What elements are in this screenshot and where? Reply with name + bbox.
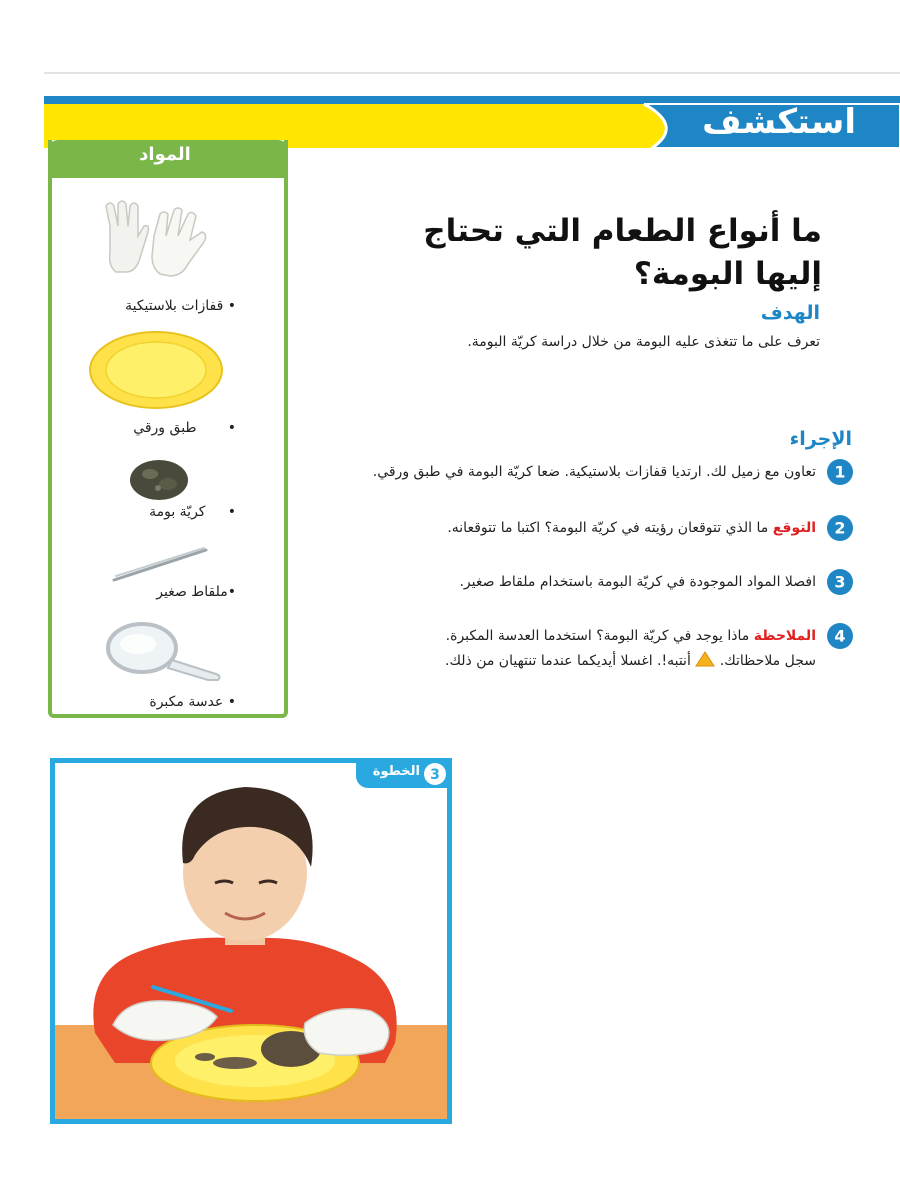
step-body: ماذا يوجد في كريّة البومة؟ استخدما العدسة المكبرة.	[445, 628, 750, 644]
material-item-plate: • طبق ورقي	[133, 420, 236, 436]
material-item-gloves: • قفازات بلاستيكية	[125, 298, 236, 314]
step-body: ما الذي تتوقعان رؤيته في كريّة البومة؟ اكتبا ما تتوقعانه.	[447, 520, 769, 536]
procedure-step-2	[344, 514, 854, 544]
procedure-heading: الإجراء	[789, 428, 852, 450]
svg-text:1: 1	[834, 462, 846, 482]
procedure-step-1	[344, 458, 854, 514]
svg-text:4: 4	[834, 626, 846, 646]
step-number-badge	[826, 568, 854, 596]
step-number-badge	[826, 458, 854, 486]
top-divider	[44, 72, 900, 74]
page-title	[392, 210, 822, 296]
material-item-tweezers: •ملقاط صغير	[156, 584, 236, 600]
procedure-step-3	[344, 568, 854, 598]
gloves-icon	[96, 196, 216, 288]
tweezers-icon	[112, 546, 208, 582]
material-label: عدسة مكبرة	[149, 694, 224, 710]
step-text	[346, 516, 816, 541]
step-3-photo	[50, 758, 452, 1124]
owl-pellet-icon	[128, 458, 190, 502]
step-keyword: التوقع	[772, 520, 816, 536]
title-line-1: ما أنواع الطعام التي تحتاج	[423, 213, 822, 249]
svg-text:3: 3	[834, 572, 846, 592]
step-badge-number	[423, 762, 447, 786]
material-item-pellet: • كريّة بومة	[149, 504, 236, 520]
goal-heading: الهدف	[760, 302, 820, 324]
material-label: كريّة بومة	[149, 504, 206, 520]
step-text: تعاون مع زميل لك. ارتديا قفازات بلاستيكية. ضعا كريّة البومة في طبق ورقي.	[372, 464, 816, 480]
step-keyword: الملاحظة	[753, 628, 816, 644]
svg-text:2: 2	[834, 518, 846, 538]
caution-icon	[695, 651, 715, 667]
banner-title: استكشف	[702, 102, 856, 142]
step-body-line2: سجل ملاحظاتك.	[719, 653, 816, 669]
step-number-badge	[826, 622, 854, 650]
svg-text:3: 3	[430, 767, 440, 783]
magnifier-icon	[104, 620, 224, 682]
step-number-badge	[826, 514, 854, 542]
title-line-2: إليها البومة؟	[633, 256, 822, 292]
material-label: ملقاط صغير	[156, 584, 228, 600]
step-badge-label: الخطوة	[372, 764, 420, 779]
goal-text: تعرف على ما تتغذى عليه البومة من خلال دراسة كريّة البومة.	[467, 334, 820, 350]
material-label: طبق ورقي	[133, 420, 197, 436]
material-item-magnifier: • عدسة مكبرة	[149, 694, 236, 710]
step-text: افصلا المواد الموجودة في كريّة البومة باستخدام ملقاط صغير.	[459, 574, 816, 590]
materials-title: المواد	[139, 144, 191, 165]
procedure-step-4	[344, 622, 854, 678]
step-caution-text: أنتبه!. اغسلا أيديكما عندما تنتهيان من ذلك.	[445, 653, 691, 669]
material-label: قفازات بلاستيكية	[125, 298, 224, 314]
step-text	[346, 624, 816, 674]
student-photo	[55, 763, 447, 1119]
paper-plate-icon	[88, 330, 224, 410]
